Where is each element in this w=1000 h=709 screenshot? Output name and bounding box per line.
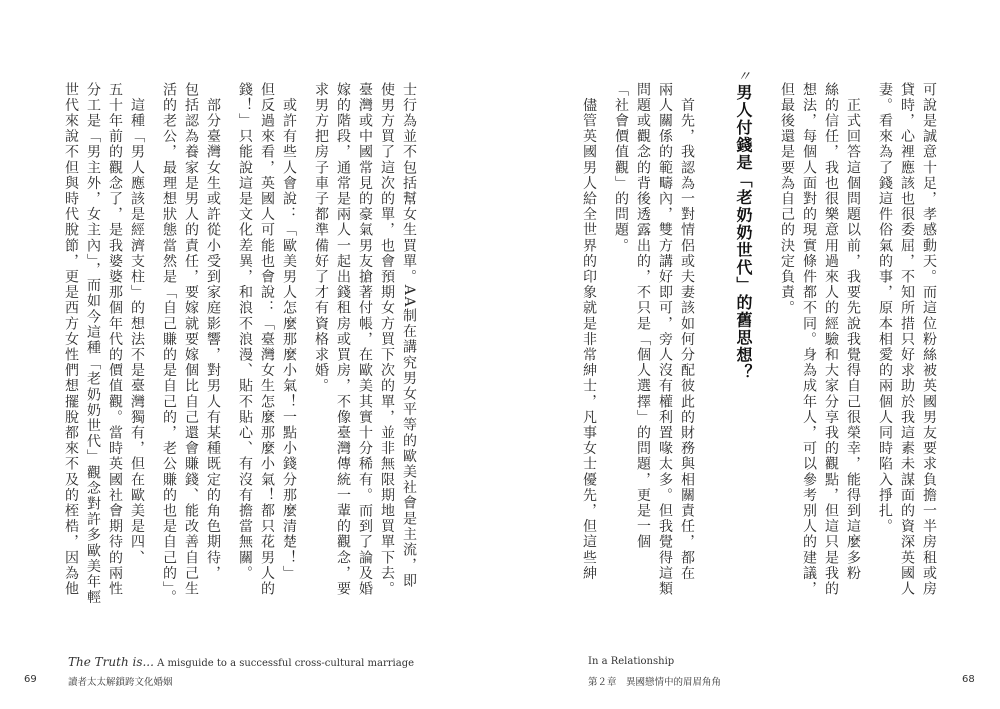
right-col-5: 絲的信任，我也很樂意用過來人的經驗和大家分享我的觀點，但這只是我的 [823,82,839,597]
right-col-9: 兩人關係的範疇內，雙方講好即可，旁人沒有權利置喙太多。但我覺得這類 [657,82,673,597]
right-footer-english-title: In a Relationship [588,656,675,667]
right-col-10: 問題或觀念的背後透露出的，不只是「個人選擇」的問題，更是一個 [635,82,651,550]
left-col-9: 部分臺灣女生或許從小受到家庭影響，對男人有某種既定的角色期待， [205,82,221,582]
left-col-14: 分工是「男主外，女主內」，而如今這種「老奶奶世代」觀念對許多歐美年輕 [85,82,101,606]
left-col-2: 使男方買了這次的單，也會預期女方買下次的單，並非無限期地買單下去。 [379,82,395,597]
left-col-7: 但反過來看，英國人可能也會說：「臺灣女生怎麼那麼小氣！都只花男人的 [259,82,275,597]
left-col-12: 這種「男人應該是經濟支柱」的想法不是臺灣獨有，但在歐美是四、 [129,82,145,566]
quote-mark-icon: 〃 [737,69,751,85]
right-page [500,0,1000,709]
left-col-3: 臺灣或中國常見的豪氣男友搶著付帳，在歐美其實十分稀有。而到了論及婚 [357,82,373,597]
right-col-8: 首先，我認為一對情侶或夫妻該如何分配彼此的財務與相關責任，都在 [679,82,695,582]
section-heading: 男人付錢是「老奶奶世代」的舊思想？ [734,84,753,382]
right-footer-chinese-title: 第２章 異國戀情中的眉眉角角 [588,677,722,688]
left-col-1: 士行為並不包括幫女生買單。AA制在講究男女平等的歐美社會是主流，即 [401,82,417,590]
page-number-right: 68 [962,674,975,685]
right-col-2: 貸時，心裡應該也很委屈，不知所措只好求助於我這素未謀面的資深英國人 [899,82,915,597]
right-col-11: 「社會價值觀」的問題。 [613,82,629,254]
left-col-5: 求男方把房子車子都準備好了才有資格求婚。 [313,82,329,394]
left-col-15: 世代來說不但與時代脫節，更是西方女性們想擺脫都來不及的桎梏，因為他 [63,82,79,597]
right-col-12: 儘管英國男人給全世界的印象就是非常紳士，凡事女士優先，但這些紳 [581,82,597,582]
left-col-6: 或許有些人會說：「歐美男人怎麼那麼小氣！一點小錢分那麼清楚！」 [281,82,297,582]
right-col-4: 正式回答這個問題以前，我要先說我覺得自己很榮幸，能得到這麼多粉 [845,82,861,582]
footer-script-title: The Truth is... [68,655,154,669]
left-col-4: 嫁的階段，通常是兩人一起出錢租房或買房，不像臺灣傳統一輩的觀念，要 [335,82,351,597]
right-col-7: 但最後還是要為自己的決定負責。 [779,82,795,316]
right-col-3: 妻。看來為了錢這件俗氣的事，原本相愛的兩個人同時陷入掙扎。 [877,82,893,535]
left-footer-chinese-title: 讀者太太解鎖跨文化婚姻 [68,677,173,688]
page-number-left: 69 [24,674,37,685]
left-col-11: 活的老公，最理想狀態當然是「自己賺的是自己的，老公賺的也是自己的」。 [161,82,177,606]
right-col-6: 想法，每個人面對的現實條件都不同。身為成年人，可以參考別人的建議， [801,82,817,597]
footer-subtitle: A misguide to a successful cross-cultural marriage [157,658,415,669]
left-col-13: 五十年前的觀念了，是我婆婆那個年代的價值觀。當時英國社會期待的兩性 [107,82,123,597]
left-footer-english-title [68,655,414,669]
right-col-1: 可說是誠意十足，孝感動天。而這位粉絲被英國男友要求負擔一半房租或房 [921,82,937,597]
left-col-10: 包括認為養家是男人的責任，要嫁就要嫁個比自己還會賺錢、能改善自己生 [183,82,199,597]
left-col-8: 錢！」只能說這是文化差異，和浪不浪漫、貼不貼心、有沒有擔當無關。 [237,82,253,582]
